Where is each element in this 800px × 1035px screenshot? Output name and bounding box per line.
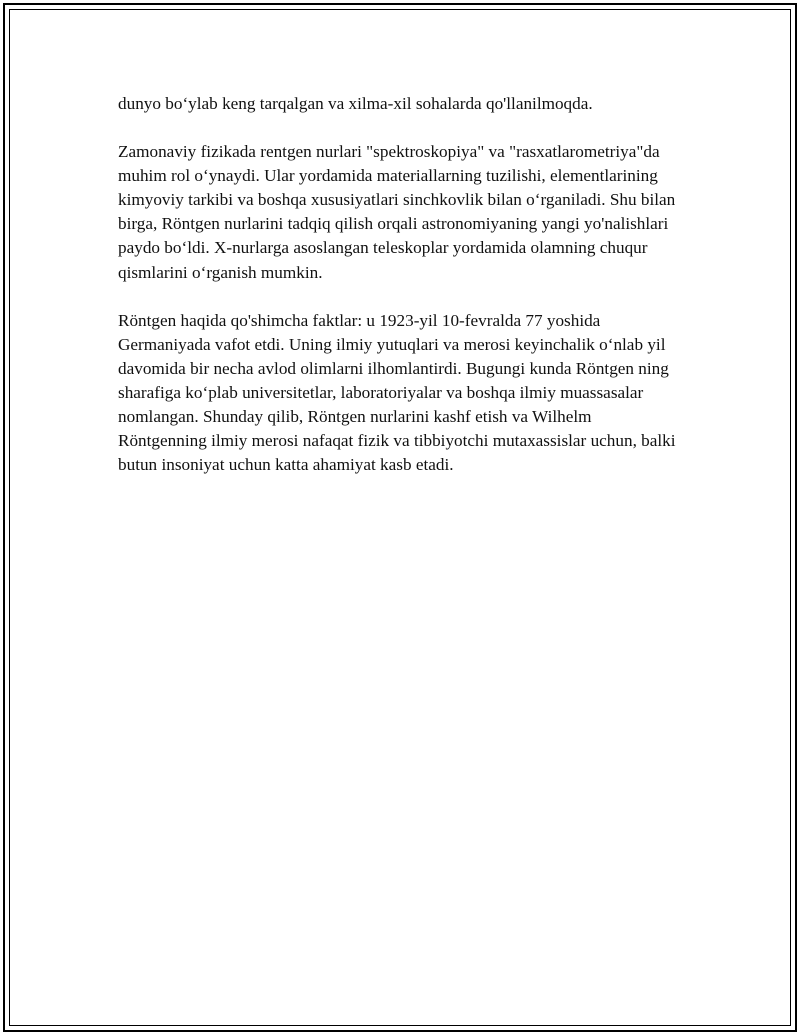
paragraph-rontgen-facts: Röntgen haqida qo'shimcha faktlar: u 1923-yil 10-fevralda 77 yoshida Germaniyada vafot etdi. Uning ilmiy yutuqlari va merosi keyinchalik o‘nlab yil davomida bir necha avlod olimlarni ilhomlantirdi. Bugungi kunda Röntgen ning sharafiga ko‘plab universitetlar, laboratoriyalar va boshqa ilmiy muassasalar nomlangan. Shunday qilib, Röntgen nurlarini kashf etish va Wilhelm Röntgenning ilmiy merosi nafaqat fizik va tibbiyotchi mutaxassislar uchun, balki butun insoniyat uchun katta ahamiyat kasb etadi. (118, 310, 676, 475)
paragraph-continuation: dunyo bo‘ylab keng tarqalgan va xilma-xil sohalarda qo'llanilmoqda. (118, 94, 593, 113)
document-body (118, 92, 684, 501)
paragraph-modern-physics: Zamonaviy fizikada rentgen nurlari "spektroskopiya" va "rasxatlarometriya"da muhim rol o‘ynaydi. Ular yordamida materiallarning tuzilishi, elementlarining kimyoviy tarkibi va boshqa xususiyatlari sinchkovlik bilan o‘rganiladi. Shu bilan birga, Röntgen nurlarini tadqiq qilish orqali astronomiyaning yangi yo'nalishlari paydo bo‘ldi. X-nurlarga asoslangan teleskoplar yordamida olamning chuqur qismlarini o‘rganish mumkin. (118, 142, 676, 282)
